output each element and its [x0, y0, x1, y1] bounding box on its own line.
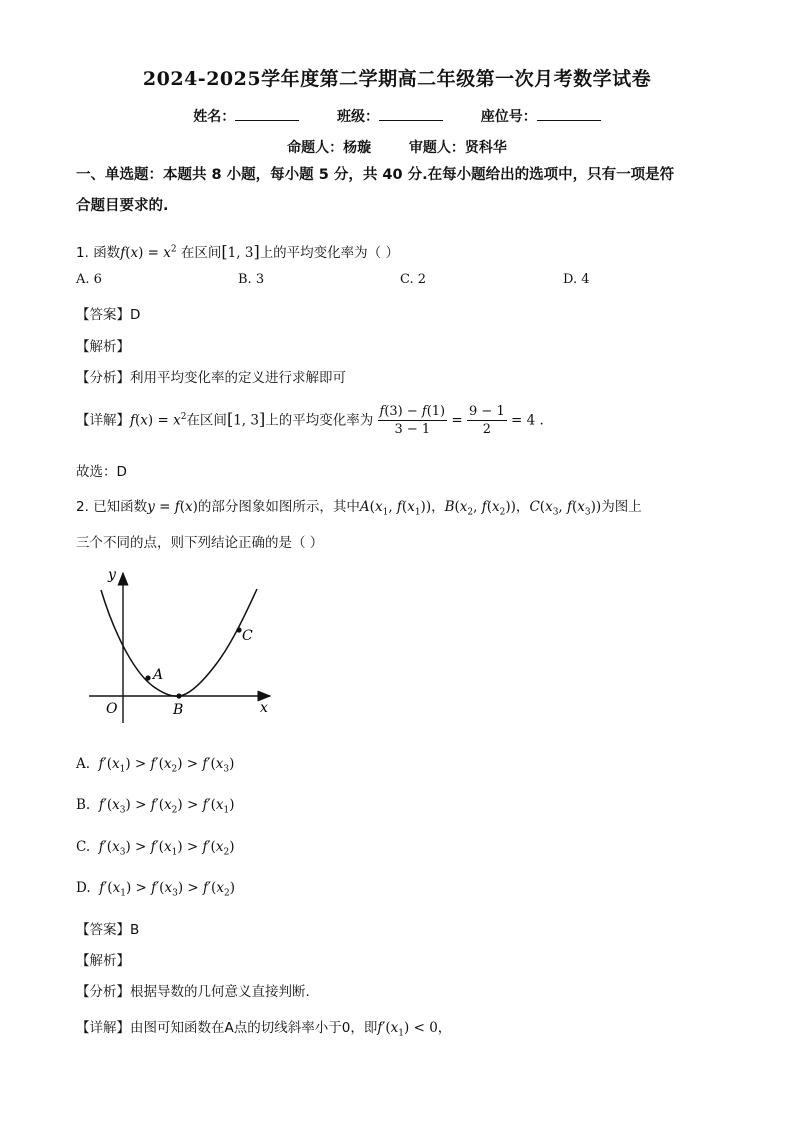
q1-fraction-2: $\frac{9 - 1}{2}$	[469, 404, 505, 437]
point-b-marker	[176, 693, 181, 698]
name-blank[interactable]	[235, 106, 299, 121]
name-label: 姓名：	[193, 109, 236, 125]
student-info-line	[0, 106, 794, 126]
q2-option-c[interactable]: C. $f'(x_3) > f'(x_1) > f'(x_2)$	[76, 839, 235, 858]
q2-function-graph	[84, 563, 284, 731]
q2-stem: 2. 已知函数y = f(x)的部分图象如图所示，其中$A(x_1$, $f(x_1)$)，$B(x_2$, $f(x_2)$)，$C(x_3$, $f(x_3)$)为图上	[76, 499, 642, 518]
q2-option-a[interactable]: A. $f'(x_1) > f'(x_2) > f'(x_3)$	[76, 756, 235, 775]
point-b-label: B	[173, 702, 184, 718]
q2-stem-line2: 三个不同的点，则下列结论正确的是（ ）	[76, 535, 324, 551]
point-c-label: C	[242, 628, 253, 644]
point-a-label: A	[153, 667, 164, 683]
y-axis-label: y	[108, 567, 116, 583]
q1-fraction-1: $\frac{f(3) - f(1)}{3 - 1}$	[379, 404, 446, 437]
q1-option-b[interactable]: B. 3	[238, 272, 265, 287]
reviewer-text: 审题人：贤科华	[408, 140, 507, 156]
q1-analysis-tag: 【解析】	[76, 339, 130, 355]
page-title: 2024-2025学年度第二学期高二年级第一次月考数学试卷	[142, 68, 652, 90]
q2-answer: 【答案】B	[76, 922, 140, 938]
q1-fenxi: 【分析】利用平均变化率的定义进行求解即可	[76, 370, 346, 386]
seat-blank[interactable]	[537, 106, 601, 121]
q1-option-a[interactable]: A. 6	[76, 272, 102, 287]
origin-label: O	[106, 701, 118, 717]
q2-option-b[interactable]: B. $f'(x_3) > f'(x_2) > f'(x_1)$	[76, 797, 235, 816]
class-label: 班级：	[337, 109, 379, 125]
class-blank[interactable]	[379, 106, 443, 121]
point-a-marker	[145, 675, 150, 680]
q1-option-d[interactable]: D. 4	[563, 272, 590, 287]
q1-conclusion: 故选：D	[76, 464, 127, 480]
x-axis-label: x	[260, 700, 268, 716]
q2-option-d[interactable]: D. $f'(x_1) > f'(x_3) > f'(x_2)$	[76, 880, 235, 899]
q1-stem: 1. 函数$f(x) = x^2$ 在区间[1, 3]上的平均变化率为（ ）	[76, 242, 399, 261]
q1-option-c[interactable]: C. 2	[400, 272, 427, 287]
q2-fenxi: 【分析】根据导数的几何意义直接判断.	[76, 984, 310, 1000]
point-c-marker	[236, 627, 241, 632]
parabola-curve	[101, 589, 257, 696]
q2-analysis-tag: 【解析】	[76, 953, 130, 969]
q2-detail: 【详解】由图可知函数在A点的切线斜率小于0，即$f'(x_1) < 0$，	[76, 1020, 452, 1039]
setter-text: 命题人：杨璇	[287, 140, 372, 156]
section-heading	[76, 160, 726, 222]
author-line	[0, 137, 794, 157]
section-heading-line2: 合题目要求的.	[76, 198, 169, 214]
q1-answer: 【答案】D	[76, 307, 141, 323]
section-heading-line1: 一、单选题：本题共 8 小题，每小题 5 分，共 40 分.在每小题给出的选项中，只有一项是符	[76, 167, 675, 183]
q1-detail: 【详解】$f(x) = x^2$在区间[1, 3]上的平均变化率为 $\frac{f(3) - f(1)}{3 - 1}$ = $\frac{9 - 1}{2}$ = 4 .	[76, 404, 544, 437]
seat-label: 座位号：	[480, 109, 537, 125]
